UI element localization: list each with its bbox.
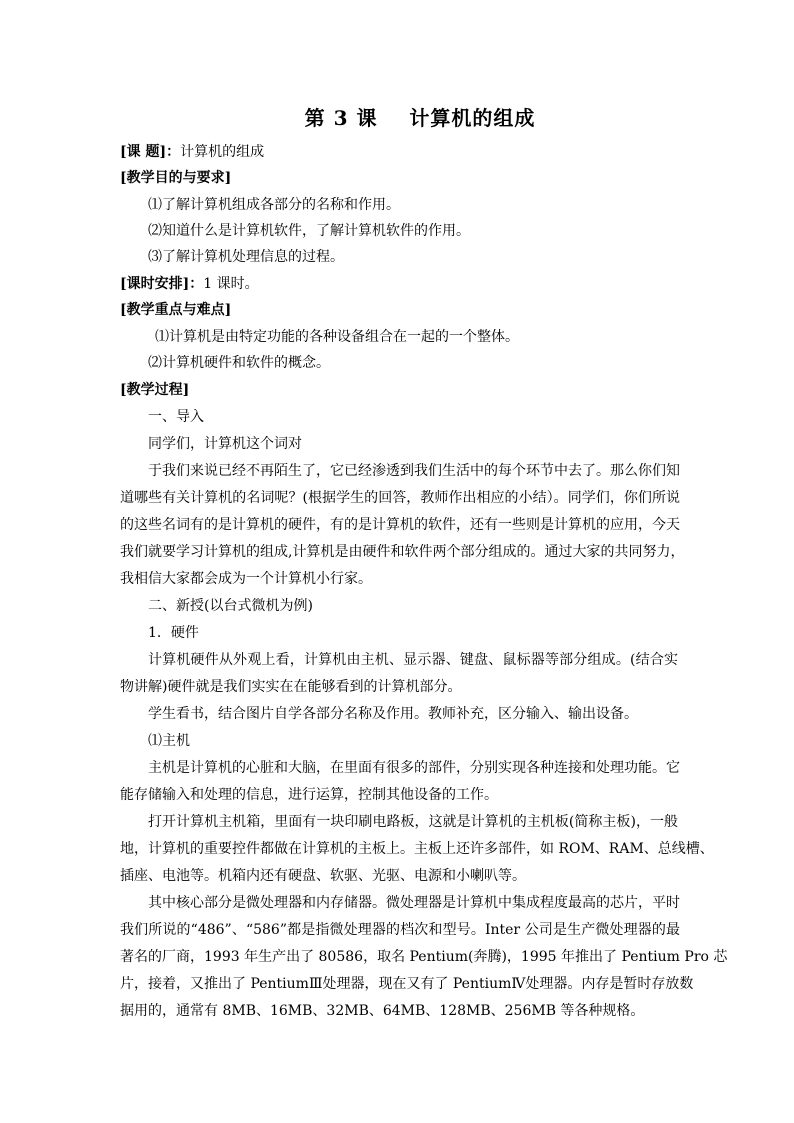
keypoint-item-1: ⑴计算机是由特定功能的各种设备组合在一起的一个整体。 (155, 329, 519, 345)
process-line-23: 据用的，通常有 8MB、16MB、32MB、64MB、128MB、256MB 等各种规格。 (120, 1003, 645, 1019)
process-line-10: 计算机硬件从外观上看，计算机由主机、显示器、键盘、鼠标器等部分组成。(结合实 (148, 652, 678, 668)
keypoints-heading: [教学重点与难点] (120, 302, 232, 318)
goal-item-1: ⑴了解计算机组成各部分的名称和作用。 (148, 197, 400, 213)
process-line-6: 我们就要学习计算机的组成,计算机是由硬件和软件两个部分组成的。通过大家的共同努力， (120, 544, 685, 560)
process-line-7: 我相信大家都会成为一个计算机小行家。 (120, 571, 372, 587)
process-line-12: 学生看书，结合图片自学各部分名称及作用。教师补充，区分输入、输出设备。 (148, 706, 638, 722)
process-line-20: 我们所说的“486”、“586”都是指微处理器的档次和型号。Inter 公司是生产微处理器的最 (120, 922, 680, 938)
topic-line (120, 142, 680, 162)
process-line-15: 能存储输入和处理的信息，进行运算，控制其他设备的工作。 (120, 787, 498, 803)
schedule-label: [课时安排] (120, 276, 190, 292)
process-line-1: 一、导入 (148, 409, 204, 425)
process-line-22: 片，接着，又推出了 PentiumⅢ处理器，现在又有了 PentiumⅣ处理器。内存是暂时存放数 (120, 976, 694, 992)
process-heading: [教学过程] (120, 382, 190, 398)
process-line-11: 物讲解)硬件就是我们实实在在能够看到的计算机部分。 (120, 679, 462, 695)
process-line-5: 的这些名词有的是计算机的硬件，有的是计算机的软件，还有一些则是计算机的应用，今天 (120, 517, 680, 533)
goal-item-2: ⑵知道什么是计算机软件，了解计算机软件的作用。 (148, 223, 470, 239)
process-line-14: 主机是计算机的心脏和大脑，在里面有很多的部件，分别实现各种连接和处理功能。它 (148, 760, 680, 776)
process-line-3: 于我们来说已经不再陌生了，它已经渗透到我们生活中的每个环节中去了。那么你们知 (148, 463, 680, 479)
process-line-16: 打开计算机主机箱，里面有一块印刷电路板，这就是计算机的主机板(简称主板)，一般 (148, 814, 678, 830)
process-line-8: 二、新授(以台式微机为例) (148, 598, 313, 614)
process-line-4: 道哪些有关计算机的名词呢？(根据学生的回答，教师作出相应的小结）。同学们，你们所说 (120, 490, 680, 506)
topic-separator: ： (166, 144, 181, 160)
process-line-2: 同学们，计算机这个词对 (148, 436, 302, 452)
topic-value: 计算机的组成 (180, 144, 265, 160)
process-line-17: 地，计算机的重要控件都做在计算机的主板上。主板上还许多部件，如 ROM、RAM、总线槽、 (120, 841, 714, 857)
schedule-value: 1 课时。 (203, 276, 259, 292)
process-line-13: ⑴主机 (148, 733, 190, 749)
process-line-19: 其中核心部分是微处理器和内存储器。微处理器是计算机中集成程度最高的芯片，平时 (148, 895, 680, 911)
schedule-line (120, 274, 680, 294)
goals-heading: [教学目的与要求] (120, 170, 232, 186)
topic-label: [课 题] (120, 144, 167, 160)
goal-item-3: ⑶了解计算机处理信息的过程。 (148, 249, 344, 265)
keypoint-item-2: ⑵计算机硬件和软件的概念。 (148, 355, 330, 371)
process-line-9: 1．硬件 (148, 625, 199, 641)
process-line-21: 著名的厂商，1993 年生产出了 80586，取名 Pentium(奔腾)，1995 年推出了 Pentium Pro 芯 (120, 949, 728, 965)
lesson-title: 第 3 课 计算机的组成 (304, 106, 536, 130)
process-line-18: 插座、电池等。机箱内还有硬盘、软驱、光驱、电源和小喇叭等。 (120, 868, 526, 884)
schedule-separator: ： (189, 276, 204, 292)
